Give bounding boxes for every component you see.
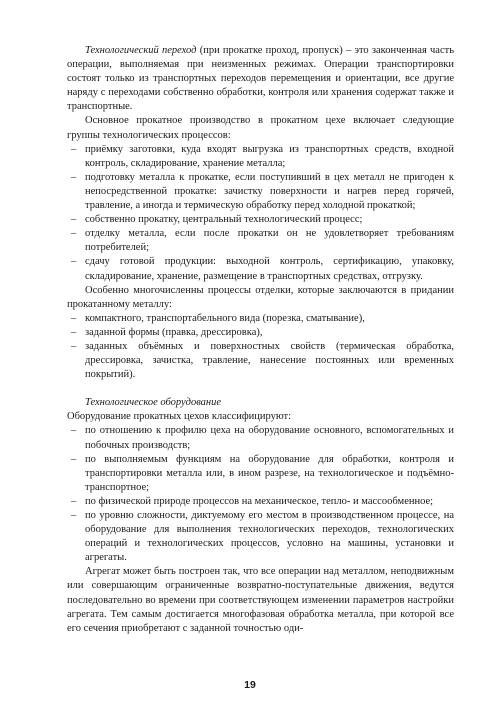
section-heading: Технологическое оборудование	[85, 397, 222, 409]
list-process-groups	[67, 143, 454, 284]
list-classification	[67, 424, 454, 565]
list-finishing	[67, 312, 454, 382]
paragraph-classification: Оборудование прокатных цехов классифицируют:	[67, 411, 292, 423]
list-item: – по отношению к профилю цеха на оборудование основного, вспомогательных и побочных производств;	[67, 424, 454, 452]
list-item: – собственно прокатку, центральный технологический процесс;	[67, 213, 454, 227]
list-item: – заданных объёмных и поверхностных свойств (термическая обработка, дрессировка, зачистка, травление, нанесение постоянных или временных покрытий).	[67, 340, 454, 382]
paragraph-text: (при прокатке проход, пропуск) – это законченная часть операции, выполняемая при неизменных режимах. Операции транспортировки состоят только из транспортных переходов перемещения и ориентации, все другие наряду с переходами собственно обработки, контроля или хранения содержат также и транспортные.	[67, 45, 454, 113]
paragraph-tech-transition	[67, 44, 454, 114]
list-item: – подготовку металла к прокатке, если поступивший в цех металл не пригоден к непосредственной прокатке: зачистку поверхности и нагрев перед горячей, травление, а иногда и термическую обработку перед холодной прокаткой;	[67, 171, 454, 213]
list-item: – отделку металла, если после прокатки он не удовлетворяет требованиям потребителей;	[67, 227, 454, 255]
list-item: – заданной формы (правка, дрессировка),	[67, 326, 454, 340]
list-item: – по выполняемым функциям на оборудование для обработки, контроля и транспортировки металла или, в ином разрезе, на технологическое и подъёмно-транспортное;	[67, 453, 454, 495]
term-tech-transition: Технологический переход	[85, 45, 197, 56]
page-number: 19	[244, 679, 256, 691]
list-item: – компактного, транспортабельного вида (порезка, сматывание),	[67, 312, 454, 326]
list-item: – сдачу готовой продукции: выходной контроль, сертификацию, упаковку, складирование, хранение, размещение в транспортных средствах, отгрузку.	[67, 255, 454, 283]
paragraph-main-production: Основное прокатное производство в прокатном цехе включает следующие группы технологических процессов:	[67, 115, 454, 141]
page-body	[67, 44, 454, 636]
paragraph-aggregate: Агрегат может быть построен так, что все операции над металлом, неподвижным или совершающим ограниченные возвратно-поступательные движения, ведутся последовательно во времени при соответствующем изменении параметров настройки агрегата. Тем самым достигается многофазовая обработка металла, при которой все его сечения приобретают с заданной точностью оди-	[67, 566, 454, 634]
section-gap	[67, 382, 454, 396]
list-item: – приёмку заготовки, куда входят выгрузка из транспортных средств, входной контроль, складирование, хранение металла;	[67, 143, 454, 171]
list-item: – по уровню сложности, диктуемому его местом в производственном процессе, на оборудование для выполнения технологических переходов, технологических операций и технологических процессов, условно на машины, установки и агрегаты.	[67, 509, 454, 565]
list-item: – по физической природе процессов на механическое, тепло- и массообменное;	[67, 495, 454, 509]
paragraph-finishing: Особенно многочисленны процессы отделки, которые заключаются в придании прокатанному металлу:	[67, 284, 454, 310]
